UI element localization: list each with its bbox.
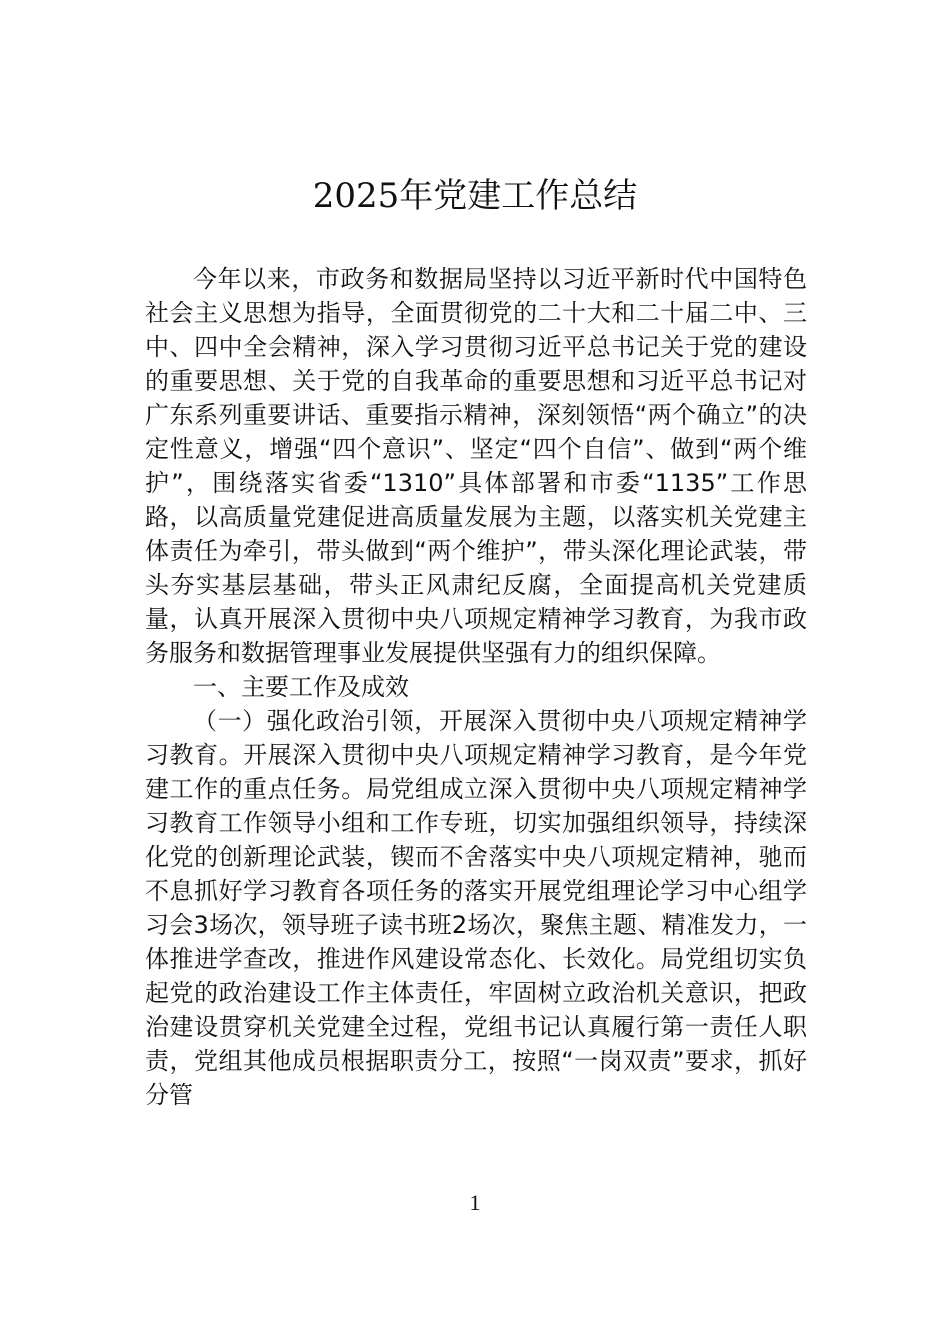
document-body xyxy=(145,262,807,1112)
section-one-paragraph: （一）强化政治引领，开展深入贯彻中央八项规定精神学习教育。开展深入贯彻中央八项规定精神学习教育，是今年党建工作的重点任务。局党组成立深入贯彻中央八项规定精神学习教育工作领导小组和工作专班，切实加强组织领导，持续深化党的创新理论武装，锲而不舍落实中央八项规定精神，驰而不息抓好学习教育各项任务的落实开展党组理论学习中心组学习会3场次，领导班子读书班2场次，聚焦主题、精准发力，一体推进学查改，推进作风建设常态化、长效化。局党组切实负起党的政治建设工作主体责任，牢固树立政治机关意识，把政治建设贯穿机关党建全过程，党组书记认真履行第一责任人职责，党组其他成员根据职责分工，按照“一岗双责”要求，抓好分管 xyxy=(145,707,807,1109)
document-title: 2025年党建工作总结 xyxy=(312,176,638,216)
intro-paragraph: 今年以来，市政务和数据局坚持以习近平新时代中国特色社会主义思想为指导，全面贯彻党的二十大和二十届二中、三中、四中全会精神，深入学习贯彻习近平总书记关于党的建设的重要思想、关于党的自我革命的重要思想和习近平总书记对广东系列重要讲话、重要指示精神，深刻领悟“两个确立”的决定性意义，增强“四个意识”、坚定“四个自信”、做到“两个维护”，围绕落实省委“1310”具体部署和市委“1135”工作思路，以高质量党建促进高质量发展为主题，以落实机关党建主体责任为牵引，带头做到“两个维护”，带头深化理论武装，带头夯实基层基础，带头正风肃纪反腐，全面提高机关党建质量，认真开展深入贯彻中央八项规定精神学习教育，为我市政务服务和数据管理事业发展提供坚强有力的组织保障。 xyxy=(145,265,807,667)
page-number: 1 xyxy=(469,1190,481,1215)
section-heading: 一、主要工作及成效 xyxy=(193,673,409,701)
